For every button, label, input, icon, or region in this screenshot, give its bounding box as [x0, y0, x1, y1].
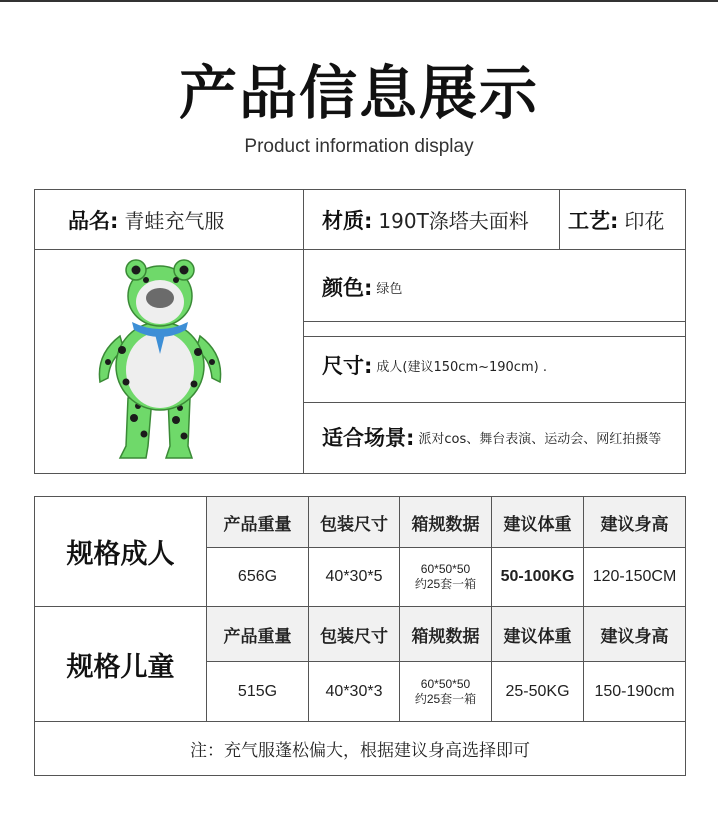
- scene-label: 适合场景:: [322, 426, 415, 450]
- adult-box-line1: 60*50*50: [420, 562, 471, 576]
- header-height: 建议身高: [600, 626, 669, 647]
- material-label: 材质:: [322, 208, 373, 233]
- child-height: 150-190cm: [594, 682, 675, 700]
- adult-box-line2: 约25套一箱: [414, 577, 477, 591]
- adult-height: 120-150CM: [592, 568, 677, 585]
- size-cell: [322, 340, 682, 390]
- header-height: 建议身高: [600, 514, 669, 535]
- size-label: 尺寸:: [322, 354, 373, 378]
- header-box-data: 箱规数据: [411, 626, 480, 647]
- size-value: 成人(建议150cm~190cm) .: [376, 359, 547, 375]
- product-name-value: 青蛙充气服: [124, 209, 225, 233]
- child-body-weight: 25-50KG: [505, 682, 570, 700]
- scene-cell: [322, 412, 686, 462]
- top-border-line: [0, 0, 718, 2]
- header-package-size: 包装尺寸: [320, 514, 388, 535]
- info-col-divider: [303, 189, 304, 474]
- info-size-divider: [303, 402, 686, 403]
- child-box-data: [400, 662, 491, 721]
- child-package: 40*30*3: [325, 682, 383, 700]
- scene-value: 派对cos、舞台表演、运动会、网红拍摄等: [418, 431, 662, 447]
- craft-label: 工艺:: [568, 208, 619, 233]
- color-label: 颜色:: [322, 276, 373, 300]
- header-product-weight: 产品重量: [223, 514, 292, 535]
- child-box-line1: 60*50*50: [420, 676, 471, 691]
- color-cell: [322, 262, 682, 312]
- craft-cell: [568, 190, 684, 249]
- header-product-weight: 产品重量: [223, 626, 292, 647]
- header-box-data: 箱规数据: [411, 514, 480, 535]
- adult-body-weight: 50-100KG: [500, 568, 575, 585]
- info-color-divider-a: [303, 321, 686, 322]
- child-weight: 515G: [237, 682, 278, 700]
- header-body-weight: 建议体重: [503, 514, 572, 535]
- adult-box-data: [400, 548, 491, 606]
- header-package-size: 包装尺寸: [320, 626, 388, 647]
- spec-adult-label: 规格成人: [66, 539, 175, 570]
- color-value: 绿色: [376, 281, 403, 297]
- info-craft-divider: [559, 189, 560, 249]
- product-name-label: 品名:: [68, 208, 119, 233]
- info-row-divider: [34, 249, 686, 250]
- adult-weight: 656G: [237, 568, 278, 585]
- page-subtitle: Product information display: [244, 136, 474, 157]
- info-color-divider-b: [303, 336, 686, 337]
- craft-value: 印花: [624, 209, 665, 233]
- child-box-line2: 约25套一箱: [414, 691, 477, 706]
- material-value: 190T涤塔夫面料: [378, 209, 529, 233]
- header-body-weight: 建议体重: [503, 626, 572, 647]
- product-name-cell: [68, 190, 298, 249]
- size-note: 注：充气服蓬松偏大，根据建议身高选择即可: [190, 741, 530, 761]
- adult-package: 40*30*5: [325, 568, 383, 585]
- frog-costume-image: [90, 258, 230, 464]
- page-title: 产品信息展示: [178, 59, 539, 127]
- material-cell: [322, 190, 558, 249]
- spec-child-label: 规格儿童: [66, 651, 175, 683]
